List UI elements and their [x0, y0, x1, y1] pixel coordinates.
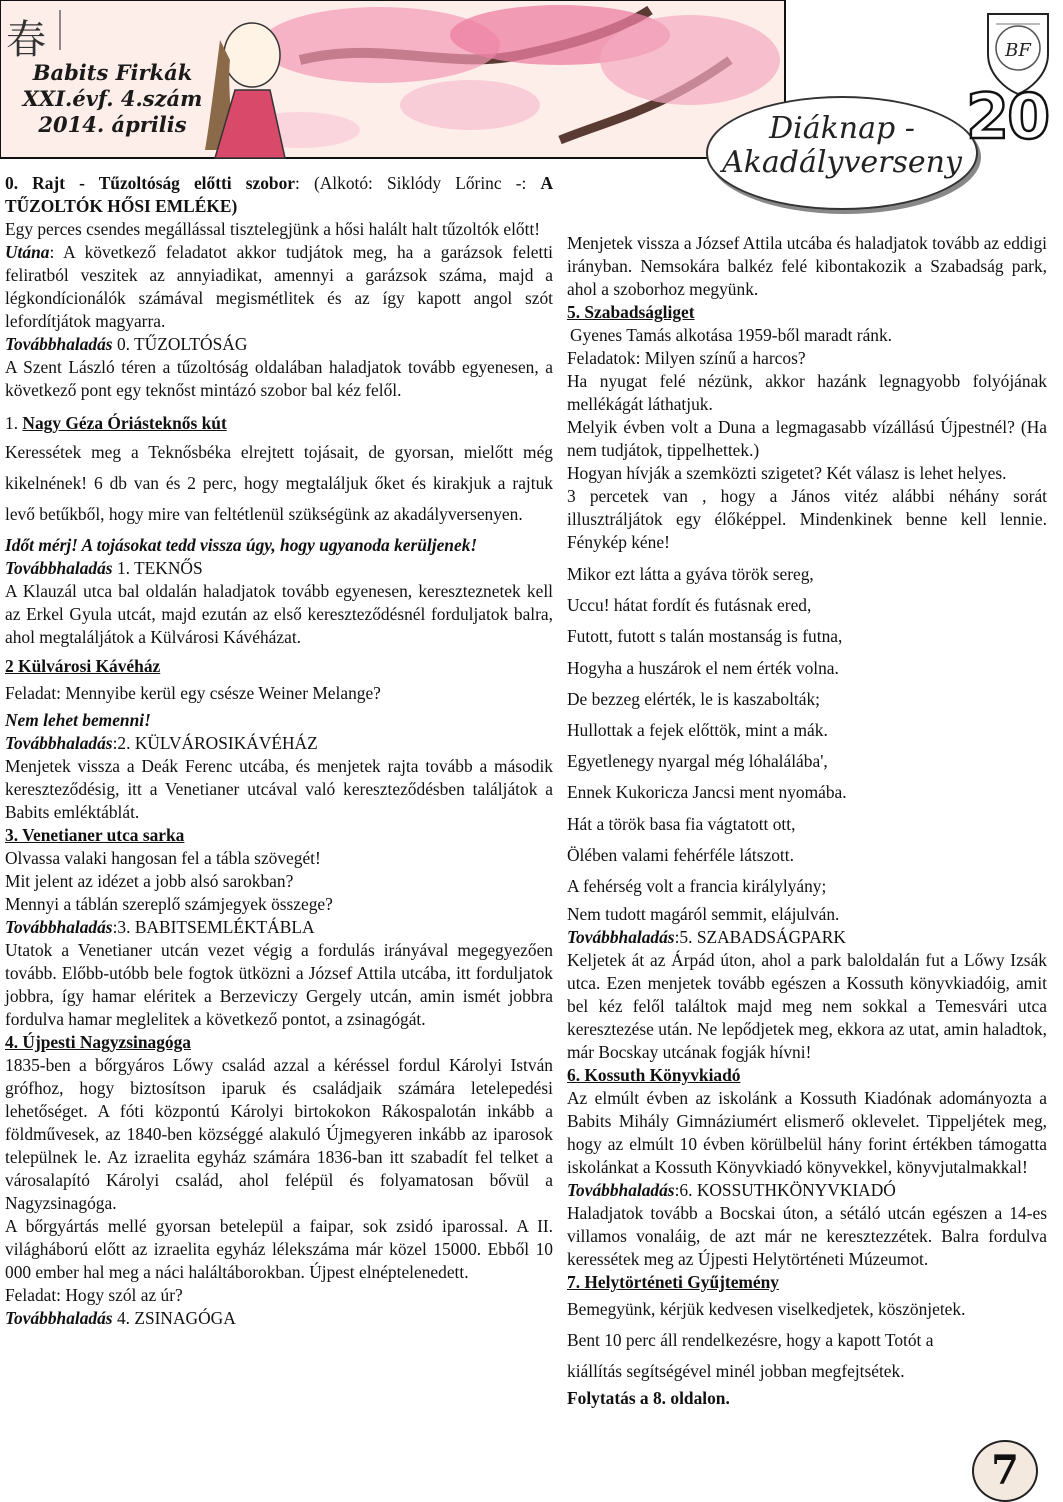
section-2-continue: Továbbhaladás:2. KÜLVÁROSIKÁVÉHÁZ [5, 733, 318, 753]
section-5-line-3: Ha nyugat felé nézünk, akkor hazánk legnagyobb folyójának mellékágát láthatjuk. [567, 371, 1047, 414]
section-5-line-6: 3 percetek van , hogy a János vitéz alábbi néhány sorát illusztráljátok egy élőképpel. Mindenkinek benne kell lennie. Fénykép kéne! [567, 486, 1047, 552]
kanji-character: 春 [6, 17, 46, 63]
section-1-continue: Továbbhaladás 1. TEKNŐS [5, 558, 203, 578]
section-5-line-1: Gyenes Tamás alkotása 1959-ből maradt ránk. [570, 325, 893, 345]
section-7-text-2: Bent 10 perc áll rendelkezésre, hogy a kapott Totót a kiállítás segítségével minél jobban megfejtsétek. [567, 1330, 934, 1382]
section-4-history-1: 1835-ben a bőrgyáros Lőwy család azzal a kéréssel fordul Károlyi István grófhoz, hogy biztosítson iparuk és családjaik számára letelepedési lehetőséget. A fóti központú Károlyi birtokokon Rákospalotán inkább a földművesek, az 1840-ben községgé alakuló Újmegyeren inkább az iparosok települnek le. Az izraelita egyház számára 1836-ban itt szabadít fel telket a városalapító Károlyi család, ahol felépül és folyamatosan bővül a Nagyzsinagóga. [5, 1055, 553, 1213]
section-5-line-4: Melyik évben volt a Duna a legmagasabb vízállású Újpestnél? (Ha nem tudjátok, tippelhettek.) [567, 417, 1047, 460]
section-5-line-5: Hogyan hívják a szemközti szigetet? Két válasz is lehet helyes. [567, 463, 1007, 483]
section-3-question-1: Olvassa valaki hangosan fel a tábla szövegét! [5, 848, 321, 868]
section-4-continue: Továbbhaladás 4. ZSINAGÓGA [5, 1308, 236, 1328]
section-2-heading: 2 Külvárosi Kávéház [5, 656, 161, 676]
section-3-directions: Utatok a Venetianer utcán vezet végig a fordulás irányával megegyezően tovább. Előbb-utóbb bele fogtok ütközni a József Attila utcába, itt forduljatok jobbra, így hamar eléritek a Berzeviczy Gergely utcán, amin ismét jobbra fordulva hamar meglelitek a következő pontot, a zsinagógát. [5, 940, 553, 1029]
section-7-heading: 7. Helytörténeti Gyűjtemény [567, 1272, 780, 1293]
section-0-text: Egy perces csendes megállással tisztelegjünk a hősi halált halt tűzoltók előtt! [5, 219, 541, 239]
section-4-question: Feladat: Hogy szól az úr? [5, 1285, 183, 1305]
poem-line: Hullottak a fejek előttök, mint a mák. [567, 720, 828, 741]
title-line-1: Diáknap - [769, 111, 915, 146]
section-0-directions: A Szent László téren a tűzoltóság oldalában haladjatok tovább egyenesen, a következő pont egy teknőst mintázó szobor bal kéz felől. [5, 357, 553, 400]
poem-line: Egyetlenegy nyargal még lóhalálába', [567, 751, 828, 772]
page-number: 7 [972, 1440, 1038, 1502]
poem-line: Ennek Kukoricza Jancsi ment nyomába. [567, 782, 847, 803]
section-4-heading: 4. Újpesti Nagyzsinagóga [5, 1032, 191, 1052]
section-2-note: Nem lehet bemenni! [5, 710, 151, 730]
continued-note: Folytatás a 8. oldalon. [567, 1388, 730, 1409]
section-2-task: Feladat: Mennyibe kerül egy csésze Weiner Melange? [5, 683, 381, 703]
poem [567, 559, 1047, 926]
section-3-continue: Továbbhaladás:3. BABITSEMLÉKTÁBLA [5, 917, 315, 937]
issue-badge-number: 20 [966, 80, 1049, 153]
right-column [567, 232, 1047, 1410]
section-6-task: Az elmúlt évben az iskolánk a Kossuth Kiadónak adományozta a Babits Mihály Gimnáziumért elismerő oklevelet. Tippeljétek meg, hogy az elmúlt 10 évben körülbelül hány forint értékben támogatta iskolánkat a Kossuth Könyvkiadó könyvekkel, könyvjutalmakkal! [567, 1088, 1047, 1178]
title-oval [706, 96, 978, 210]
title-line-2: Akadályverseny [722, 145, 962, 180]
section-3-question-3: Mennyi a táblán szereplő számjegyek összege? [5, 894, 333, 914]
poem-line: Uccu! hátat fordít és futásnak ered, [567, 595, 812, 616]
girl-face [224, 23, 280, 87]
section-1-note: Időt mérj! A tojásokat tedd vissza úgy, hogy ugyanoda kerüljenek! [5, 535, 478, 555]
section-6-directions: Haladjatok tovább a Bocskai úton, a sétáló utcán egészen a 14-es villamos vonaláig, de azt már ne keresztezzétek. Balra fordulva keressétek meg az Újpesti Helytörténeti Múzeumot. [567, 1203, 1047, 1270]
section-3-question-2: Mit jelent az idézet a jobb alsó sarokban? [5, 871, 294, 891]
section-1-directions: A Klauzál utca bal oldalán haladjatok tovább egyenesen, kereszteznetek kell az Erkel Gyula utcát, majd ezután az első kereszteződésnél forduljatok balra, ahol megtaláljátok a Külvárosi Kávéházat. [5, 581, 553, 647]
section-0-next-task: Utána: A következő feladatot akkor tudjátok meg, ha a garázsok feletti feliratból veszitek az annyiadikat, amennyi a garázsok száma, majd a légkondícionálók számával megismétlitek és az így kapott angol szót lefordítjátok magyarra. [5, 242, 553, 331]
page-header [0, 0, 1063, 180]
magazine-title: Babits Firkák [32, 60, 193, 85]
section-5-intro: Menjetek vissza a József Attila utcába és haladjatok tovább az eddigi irányban. Nemsokára balkéz felé kibontakozik a Szabadság park, ahol a szoborhoz megyünk. [567, 233, 1048, 299]
poem-line: Nem tudott magáról semmit, elájulván. [567, 904, 840, 925]
section-0-continue: Továbbhaladás 0. TŰZOLTÓSÁG [5, 334, 248, 354]
section-5-heading: 5. Szabadságliget [567, 302, 695, 322]
section-1-heading: 1. Nagy Géza Óriásteknős kút [5, 413, 227, 433]
issue-number: XXI.évf. 4.szám [22, 86, 203, 111]
poem-line: Hogyha a huszárok el nem érték volna. [567, 657, 839, 678]
poem-line: A fehérség volt a francia királylyány; [567, 876, 827, 897]
poem-line: Hát a török basa fia vágtatott ott, [567, 813, 796, 834]
section-7-text-1: Bemegyünk, kérjük kedvesen viselkedjetek, köszönjetek. [567, 1299, 966, 1320]
svg-text:BF: BF [1005, 40, 1031, 61]
section-6-continue: Továbbhaladás:6. KOSSUTHKÖNYVKIADÓ [567, 1180, 896, 1201]
section-2-directions: Menjetek vissza a Deák Ferenc utcába, és menjetek rajta tovább a második kereszteződésig, itt a Venetianer utcával való kereszteződésben találjátok a Babits emléktáblát. [5, 756, 553, 822]
poem-line: Mikor ezt látta a gyáva török sereg, [567, 564, 814, 584]
section-6-heading: 6. Kossuth Könyvkiadó [567, 1065, 741, 1086]
poem-line: De bezzeg elérték, le is kaszabolták; [567, 688, 821, 709]
section-5-directions: Keljetek át az Árpád úton, ahol a park baloldalán fut a Lőwy Izsák utca. Ezen menjetek tovább egészen a Kossuth könyvkiadóig, amit bel kéz felől találtok majd meg nem sokkal a Temesvári utca keresztezése után. Ne lepődjetek meg, ekkora az utat, amin haladtok, már Bocskay utcának fogják hívni! [567, 950, 1047, 1063]
poem-line: Futott, futott s talán mostanság is futna, [567, 626, 843, 647]
section-5-continue: Továbbhaladás:5. SZABADSÁGPARK [567, 927, 846, 948]
left-column [5, 172, 553, 1330]
section-5-line-2: Feladatok: Milyen színű a harcos? [567, 348, 806, 368]
poem-line: Ölében valami fehérféle látszott. [567, 844, 794, 865]
section-3-heading: 3. Venetianer utca sarka [5, 825, 185, 845]
section-4-history-2: A bőrgyártás mellé gyorsan betelepül a faipar, sok zsidó iparossal. A II. világháború előtt az izraelita egyház lélekszáma már közel 15000. Ebből 10 000 ember hal meg a náci haláltáborokban. Újpest elnéptelenedett. [5, 1216, 553, 1282]
section-0-heading: 0. Rajt - Tűzoltóság előtti szobor: (Alkotó: Siklódy Lőrinc -: A TŰZOLTÓK HŐSI EMLÉKE) [5, 173, 553, 216]
issue-date: 2014. április [38, 112, 187, 137]
section-1-task: Keressétek meg a Teknősbéka elrejtett tojásait, de gyorsan, mielőtt még kikelnének! 6 db van és 2 perc, hogy megtaláljuk őket és kirakjuk a rajtuk levő betűkből, hogy mire van feltétlenül szükségünk az akadályversenyen. [5, 442, 553, 524]
